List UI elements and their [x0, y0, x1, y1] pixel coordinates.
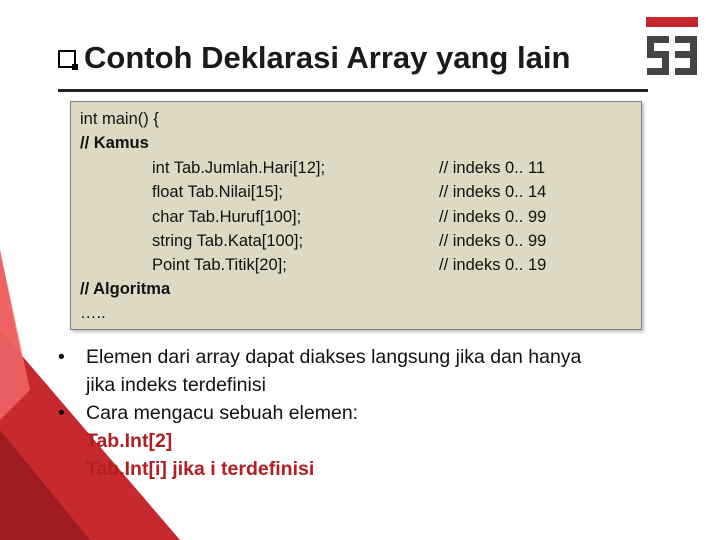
example-code: Tab.Int[i] jika i terdefinisi — [86, 458, 315, 480]
example-code: Tab.Int[2] — [86, 430, 173, 452]
page-title: Contoh Deklarasi Array yang lain — [84, 40, 571, 75]
code-comment-kamus: // Kamus — [80, 134, 149, 152]
bullet-dot: • — [58, 346, 65, 368]
code-comment: // indeks 0.. 99 — [439, 208, 547, 226]
code-comment: // indeks 0.. 14 — [439, 183, 547, 201]
list-item — [52, 343, 672, 371]
code-comment-algoritma: // Algoritma — [80, 280, 171, 298]
bullet-text: jika indeks terdefinisi — [86, 374, 266, 396]
title-area — [58, 42, 570, 73]
code-line: Point Tab.Titik[20]; — [152, 256, 287, 274]
logo-icon — [644, 14, 700, 78]
list-item-continuation — [52, 371, 672, 399]
code-line: char Tab.Huruf[100]; — [152, 208, 302, 226]
list-item — [52, 399, 672, 427]
title-bullet-icon — [58, 50, 76, 68]
code-comment: // indeks 0.. 19 — [439, 256, 547, 274]
title-underline — [58, 89, 648, 92]
code-comment: // indeks 0.. 99 — [439, 232, 547, 250]
code-line: int Tab.Jumlah.Hari[12]; — [152, 159, 326, 177]
bullet-text: Elemen dari array dapat diakses langsung jika dan hanya — [86, 346, 582, 368]
code-block — [70, 101, 642, 330]
bullet-dot: • — [58, 402, 65, 424]
code-comment: // indeks 0.. 11 — [439, 159, 546, 177]
code-line: int main() { — [80, 110, 159, 128]
code-line: string Tab.Kata[100]; — [152, 232, 304, 250]
code-line: ….. — [80, 304, 106, 322]
code-line: float Tab.Nilai[15]; — [152, 183, 283, 201]
bullet-list — [52, 343, 672, 483]
bullet-text: Cara mengacu sebuah elemen: — [86, 402, 359, 424]
